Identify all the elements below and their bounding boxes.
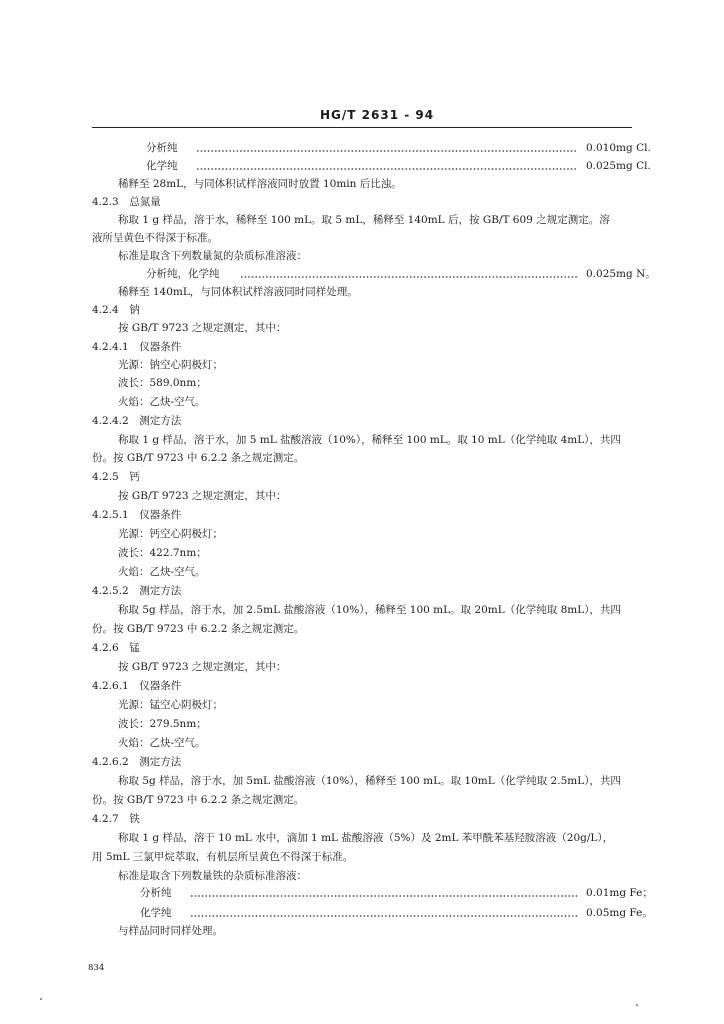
section-heading-4-2-5: 4.2.5 钙: [92, 471, 140, 483]
grade-label: 化学纯: [140, 907, 172, 919]
section-heading-4-2-4: 4.2.4 钠: [92, 304, 140, 316]
grade-label: 分析纯: [140, 887, 172, 899]
section-heading-4-2-7: 4.2.7 铁: [92, 813, 140, 825]
paragraph-line: 按 GB/T 9723 之规定测定，其中：: [118, 490, 287, 502]
section-heading-4-2-4-1: 4.2.4.1 仪器条件: [92, 341, 182, 353]
paragraph-line: 按 GB/T 9723 之规定测定，其中：: [118, 661, 287, 673]
instrument-wavelength: 波长：422.7nm；: [118, 547, 207, 559]
section-heading-4-2-3: 4.2.3 总氮量: [92, 196, 161, 208]
paragraph-line: 份。按 GB/T 9723 中 6.2.2 条之规定测定。: [92, 794, 305, 806]
paragraph-line: 液所呈黄色不得深于标准。: [92, 232, 218, 244]
instrument-light-source: 光源：锰空心阴极灯；: [118, 699, 223, 711]
section-heading-4-2-5-1: 4.2.5.1 仪器条件: [92, 509, 182, 521]
header-rule: [92, 127, 632, 128]
section-heading-4-2-4-2: 4.2.4.2 测定方法: [92, 415, 182, 427]
nitrogen-dilution-note: 稀释至 140mL，与同体积试样溶液同时同样处理。: [118, 286, 358, 298]
section-heading-4-2-5-2: 4.2.5.2 测定方法: [92, 585, 182, 597]
leader-row-cl-analytical: [146, 141, 651, 155]
instrument-light-source: 光源：钙空心阴极灯；: [118, 528, 223, 540]
section-heading-4-2-6: 4.2.6 锰: [92, 642, 140, 654]
dot-leader: [190, 915, 578, 917]
limit-value: 0.025mg Cl.: [586, 160, 651, 172]
instrument-flame: 火焰：乙炔-空气。: [118, 396, 206, 408]
paragraph-line: 按 GB/T 9723 之规定测定，其中：: [118, 322, 287, 334]
leader-row-cl-chemical: [146, 159, 651, 173]
scan-speck: [40, 998, 42, 1000]
grade-label: 化学纯: [146, 160, 178, 172]
grade-label: 分析纯: [146, 142, 178, 154]
paragraph-line: 称取 1 g 样品，溶于水，加 5 mL 盐酸溶液（10%），稀释至 100 mL。取 10 mL（化学纯取 4mL），共四: [118, 434, 621, 446]
leader-row-fe-analytical: [140, 886, 653, 900]
standard-statement: 标准是取含下列数量铁的杂质标准溶液：: [118, 870, 307, 882]
dot-leader: [190, 895, 578, 897]
instrument-light-source: 光源：钠空心阴极灯；: [118, 359, 223, 371]
limit-value: 0.05mg Fe。: [586, 907, 653, 919]
dot-leader: [196, 168, 578, 170]
standard-code-header: HG/T 2631 - 94: [320, 108, 435, 122]
paragraph-line: 份。按 GB/T 9723 中 6.2.2 条之规定测定。: [92, 452, 305, 464]
page-number: 834: [88, 963, 105, 973]
section-heading-4-2-6-2: 4.2.6.2 测定方法: [92, 756, 182, 768]
instrument-flame: 火焰：乙炔-空气。: [118, 737, 206, 749]
paragraph-line: 份。按 GB/T 9723 中 6.2.2 条之规定测定。: [92, 623, 305, 635]
leader-row-nitrogen: [146, 267, 656, 281]
chloride-dilution-note: 稀释至 28mL，与同体积试样溶液同时放置 10min 后比浊。: [118, 178, 402, 190]
limit-value: 0.01mg Fe；: [586, 887, 653, 899]
iron-treatment-note: 与样品同时同样处理。: [118, 925, 223, 937]
scan-speck: [636, 1004, 638, 1006]
leader-row-fe-chemical: [140, 906, 653, 920]
instrument-wavelength: 波长：279.5nm；: [118, 718, 207, 730]
paragraph-line: 称取 1 g 样品，溶于水，稀释至 100 mL。取 5 mL，稀释至 140mL 后，按 GB/T 609 之规定测定。溶: [118, 214, 610, 226]
dot-leader: [240, 276, 578, 278]
paragraph-line: 称取 5g 样品，溶于水，加 2.5mL 盐酸溶液（10%），稀释至 100 mL。取 20mL（化学纯取 8mL），共四: [118, 604, 621, 616]
standard-statement: 标准是取含下列数量氮的杂质标准溶液：: [118, 250, 307, 262]
paragraph-line: 用 5mL 三氯甲烷萃取，有机层所呈黄色不得深于标准。: [92, 851, 354, 863]
grade-label: 分析纯，化学纯: [146, 268, 220, 280]
paragraph-line: 称取 5g 样品，溶于水，加 5mL 盐酸溶液（10%），稀释至 100 mL。取 10mL（化学纯取 2.5mL），共四: [118, 775, 621, 787]
section-heading-4-2-6-1: 4.2.6.1 仪器条件: [92, 680, 182, 692]
limit-value: 0.010mg Cl.: [586, 142, 651, 154]
instrument-flame: 火焰：乙炔-空气。: [118, 566, 206, 578]
instrument-wavelength: 波长：589.0nm；: [118, 377, 207, 389]
paragraph-line: 称取 1 g 样品，溶于 10 mL 水中，滴加 1 mL 盐酸溶液（5%）及 2mL 苯甲酰苯基羟胺溶液（20g/L），: [118, 832, 614, 844]
dot-leader: [196, 150, 578, 152]
limit-value: 0.025mg N。: [586, 268, 656, 280]
